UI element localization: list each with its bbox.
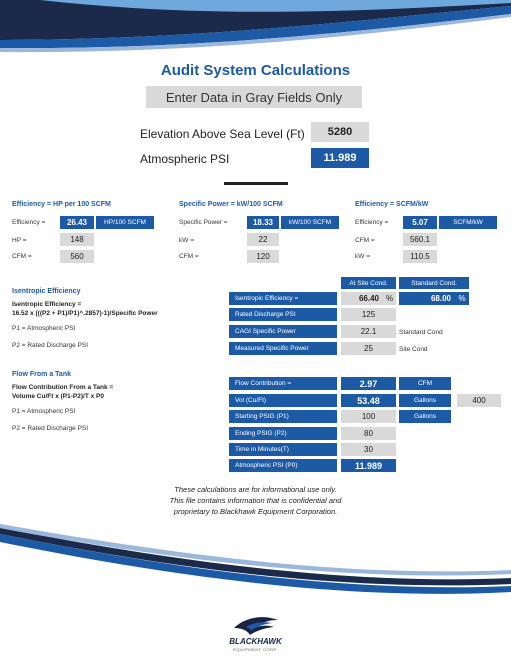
measured-note: Site Cond (399, 346, 428, 353)
tank-p2-note: P2 = Rated Discharge PSI (12, 425, 89, 432)
starting-gallons-unit: Gallons (399, 410, 451, 423)
ending-psig-input[interactable]: 80 (341, 427, 396, 440)
eff-hp-unit: HP/100 SCFM (96, 216, 154, 229)
eff-kw-kw-input[interactable]: 110.5 (403, 250, 437, 263)
disclaimer-line1: These calculations are for informational use only. (174, 485, 337, 494)
disclaimer-line3: proprietary to Blackhawk Equipment Corporation. (173, 507, 338, 516)
isen-site-value: 66.40 (341, 292, 383, 305)
spec-power-kw-label: kW = (179, 237, 194, 244)
cagi-note: Standard Cond (399, 329, 443, 336)
atm-psi-p0-value: 11.989 (341, 459, 396, 472)
cagi-specific-power-input[interactable]: 22.1 (341, 325, 396, 338)
eff-hp-eff-label: Efficiency = (12, 219, 46, 226)
spec-power-sp-label: Specific Power = (179, 219, 228, 226)
elevation-label: Elevation Above Sea Level (Ft) (140, 127, 305, 141)
eff-kw-eff-label: Efficiency = (355, 219, 389, 226)
isen-std-pct: % (455, 292, 469, 305)
flow-contribution-label: Flow Contribution = (229, 377, 337, 390)
eff-hp-cfm-input[interactable]: 560 (60, 250, 94, 263)
isentropic-formula-line2: 16.52 x (((P2 + P1)/P1)^.2857)-1)/Specific Power (12, 310, 158, 317)
vol-gallons-unit: Gallons (399, 394, 451, 407)
eff-kw-kw-label: kW = (355, 253, 370, 260)
col-std-cond-header: Standard Cond. (399, 277, 469, 289)
bottom-swoosh-graphic (0, 520, 511, 620)
spec-power-cfm-input[interactable]: 120 (247, 250, 279, 263)
measured-specific-power-input[interactable]: 25 (341, 342, 396, 355)
time-minutes-input[interactable]: 30 (341, 443, 396, 456)
gallons-input[interactable]: 400 (457, 394, 501, 407)
starting-psig-input[interactable]: 100 (341, 410, 396, 423)
page-title: Audit System Calculations (160, 62, 351, 79)
flow-cfm-unit: CFM (399, 377, 451, 390)
spec-power-sp-value: 18.33 (247, 216, 279, 229)
tank-formula-line1: Flow Contribution From a Tank = (12, 384, 114, 391)
isentropic-p2-note: P2 = Rated Discharge PSI (12, 342, 89, 349)
isen-std-value: 68.00 (399, 292, 455, 305)
logo-text: BLACKHAWK (229, 637, 282, 646)
tank-formula-line2: Volume Cu/Ft x (P1-P2)/T x P0 (12, 393, 104, 400)
atm-psi-value: 11.989 (311, 148, 369, 168)
isen-site-pct: % (383, 292, 396, 305)
rated-discharge-label: Rated Discharge PSI (229, 308, 337, 321)
isentropic-p1-note: P1 = Atmospheric PSI (12, 325, 76, 332)
isentropic-formula-line1: Isentropic Efficiency = (12, 301, 82, 308)
measured-specific-power-label: Measured Specific Power (229, 342, 337, 355)
eff-hp-cfm-label: CFM = (12, 253, 32, 260)
spec-power-heading: Specific Power = kW/100 SCFM (179, 201, 283, 208)
eff-hp-hp-input[interactable]: 148 (60, 233, 94, 246)
blackhawk-logo-icon (232, 614, 280, 636)
time-minutes-label: Time in Minutes(T) (229, 443, 337, 456)
eff-kw-cfm-input[interactable]: 560.1 (403, 233, 437, 246)
flow-contribution-value: 2.97 (341, 377, 396, 390)
eff-hp-heading: Efficiency = HP per 100 SCFM (12, 201, 111, 208)
tank-p1-note: P1 = Atmospheric PSI (12, 408, 76, 415)
col-site-cond-header: At Site Cond. (341, 277, 396, 289)
vol-cuft-value: 53.48 (341, 394, 396, 407)
rated-discharge-input[interactable]: 125 (341, 308, 396, 321)
instruction-banner: Enter Data in Gray Fields Only (146, 86, 362, 108)
logo-subtext: EQUIPMENT CORP. (233, 647, 278, 652)
vol-cuft-label: Vol (Cu/Ft) (229, 394, 337, 407)
disclaimer-line2: This file contains information that is confidential and (169, 496, 342, 505)
eff-kw-unit: SCFM/kW (439, 216, 497, 229)
elevation-input[interactable]: 5280 (311, 122, 369, 142)
top-swoosh-graphic (0, 0, 511, 60)
ending-psig-label: Ending PSIG (P2) (229, 427, 337, 440)
eff-kw-cfm-label: CFM = (355, 237, 375, 244)
atm-psi-p0-label: Atmospheric PSI (P0) (229, 459, 337, 472)
spec-power-unit: kW/100 SCFM (281, 216, 339, 229)
atm-psi-label: Atmospheric PSI (140, 152, 230, 166)
cagi-specific-power-label: CAGI Specific Power (229, 325, 337, 338)
eff-hp-hp-label: HP = (12, 237, 27, 244)
spec-power-kw-input[interactable]: 22 (247, 233, 279, 246)
eff-hp-eff-value: 26.43 (60, 216, 94, 229)
disclaimer (0, 484, 511, 517)
spec-power-cfm-label: CFM = (179, 253, 199, 260)
eff-kw-eff-value: 5.07 (403, 216, 437, 229)
eff-kw-heading: Efficiency = SCFM/kW (355, 201, 429, 208)
isentropic-heading: Isentropic Efficiency (12, 288, 81, 295)
tank-heading: Flow From a Tank (12, 371, 71, 378)
isen-eff-row-label: Isentropic Efficiency = (229, 292, 337, 305)
starting-psig-label: Starting PSIG (P1) (229, 410, 337, 423)
divider (224, 182, 288, 185)
